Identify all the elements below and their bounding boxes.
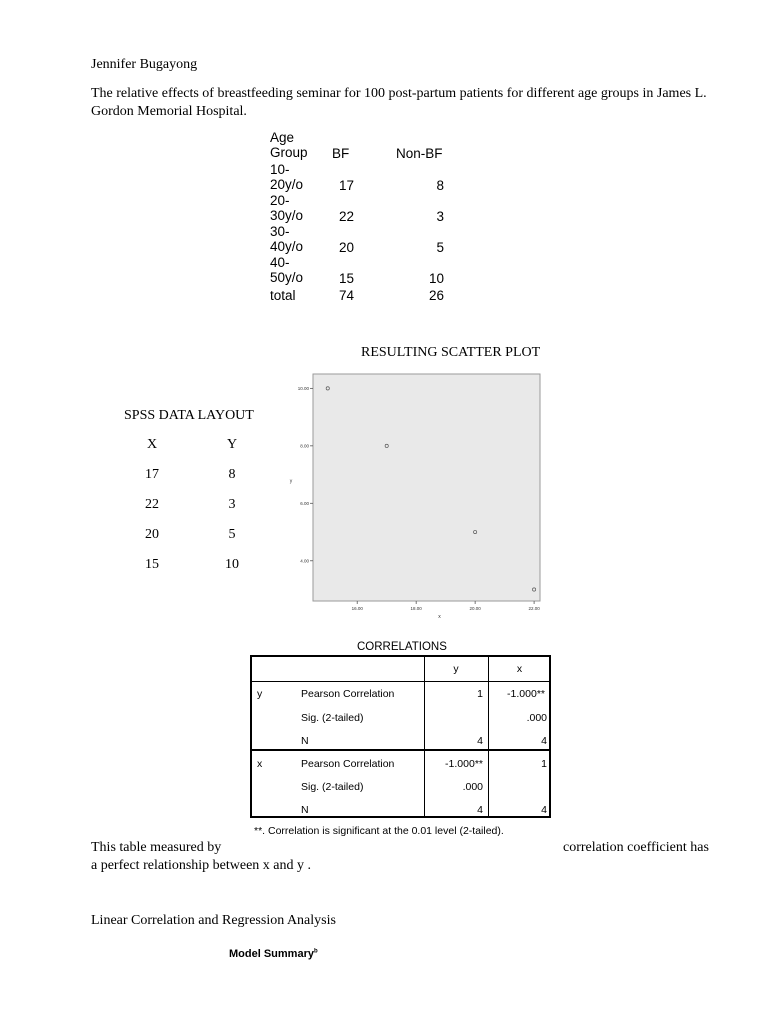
correlations-table bbox=[250, 655, 551, 818]
corr-cell: 1 bbox=[541, 758, 547, 770]
conclusion-text-left: This table measured by bbox=[91, 840, 222, 855]
conclusion-text-line2: a perfect relationship between x and y . bbox=[91, 858, 312, 873]
bf-cell: 17 bbox=[338, 178, 354, 193]
corr-cell: .000 bbox=[462, 781, 483, 793]
spss-x-cell: 17 bbox=[145, 467, 159, 482]
bf-cell: 20 bbox=[338, 240, 354, 255]
y-axis-label: y bbox=[289, 478, 293, 485]
age-group-cell: 40-50y/o bbox=[270, 255, 304, 285]
row-label: N bbox=[301, 735, 309, 747]
nonbf-cell: 5 bbox=[436, 240, 444, 255]
corr-cell: -1.000** bbox=[445, 758, 483, 770]
corr-cell: 4 bbox=[477, 804, 483, 816]
correlations-title: CORRELATIONS bbox=[357, 641, 447, 653]
bf-cell: 15 bbox=[338, 271, 354, 286]
total-nonbf: 26 bbox=[428, 288, 444, 303]
row-label: N bbox=[301, 804, 309, 816]
bf-cell: 22 bbox=[338, 209, 354, 224]
table-row bbox=[270, 162, 450, 193]
nonbf-cell: 8 bbox=[436, 178, 444, 193]
x-axis-label: x bbox=[438, 614, 441, 620]
corr-cell: -1.000** bbox=[507, 688, 545, 700]
x-tick-label: 18.00 bbox=[410, 606, 422, 611]
total-row bbox=[270, 288, 450, 319]
section-heading: Linear Correlation and Regression Analysis bbox=[91, 913, 336, 928]
spss-x-cell: 15 bbox=[145, 557, 159, 572]
spss-y-cell: 10 bbox=[225, 557, 239, 572]
correlations-footnote: **. Correlation is significant at the 0.01 level (2-tailed). bbox=[254, 825, 504, 837]
spss-y-cell: 8 bbox=[228, 467, 236, 482]
corr-cell: 4 bbox=[541, 804, 547, 816]
total-bf: 74 bbox=[338, 288, 354, 303]
conclusion-text-right: correlation coefficient has bbox=[563, 840, 709, 855]
spss-x-cell: 22 bbox=[145, 497, 159, 512]
corr-cell: 1 bbox=[477, 688, 483, 700]
age-group-cell: 10-20y/o bbox=[270, 162, 304, 192]
model-summary-title bbox=[229, 948, 318, 960]
plot-area bbox=[313, 374, 540, 601]
y-tick-label: 4.00 bbox=[300, 558, 309, 564]
y-tick-label: 6.00 bbox=[300, 500, 309, 506]
spss-header-x: X bbox=[146, 437, 158, 452]
scatter-plot-title: RESULTING SCATTER PLOT bbox=[361, 345, 541, 360]
nonbf-cell: 10 bbox=[428, 271, 444, 286]
x-tick-label: 20.00 bbox=[469, 606, 481, 611]
x-tick-label: 16.00 bbox=[351, 606, 363, 611]
nonbf-cell: 3 bbox=[436, 209, 444, 224]
col-header-y: y bbox=[453, 663, 459, 675]
total-label: total bbox=[270, 288, 296, 303]
corr-cell: .000 bbox=[526, 712, 547, 724]
age-group-cell: 30-40y/o bbox=[270, 224, 304, 254]
header-age-group: Age Group bbox=[270, 130, 308, 160]
x-tick-label: 22.00 bbox=[528, 606, 540, 611]
scatter-plot bbox=[288, 370, 544, 620]
row-var-x: x bbox=[257, 758, 263, 770]
corr-cell: 4 bbox=[477, 735, 483, 747]
spss-header-y: Y bbox=[226, 437, 238, 452]
row-label: Pearson Correlation bbox=[301, 758, 395, 770]
row-label: Sig. (2-tailed) bbox=[301, 781, 364, 793]
author-name: Jennifer Bugayong bbox=[91, 57, 198, 72]
spss-y-cell: 5 bbox=[228, 527, 236, 542]
model-summary-superscript: b bbox=[313, 948, 318, 955]
age-group-cell: 20-30y/o bbox=[270, 193, 304, 223]
spss-y-cell: 3 bbox=[228, 497, 236, 512]
y-tick-label: 8.00 bbox=[300, 443, 309, 449]
age-group-table bbox=[270, 130, 450, 319]
header-nonbf: Non-BF bbox=[396, 146, 443, 161]
table-row bbox=[270, 255, 450, 286]
col-header-x: x bbox=[516, 663, 523, 675]
row-var-y: y bbox=[257, 688, 263, 700]
table-row bbox=[270, 224, 450, 255]
row-label: Pearson Correlation bbox=[301, 688, 395, 700]
header-bf: BF bbox=[332, 146, 350, 161]
table-row bbox=[270, 193, 450, 224]
corr-cell: 4 bbox=[541, 735, 547, 747]
model-summary-text: Model Summary bbox=[229, 948, 314, 960]
y-tick-label: 10.00 bbox=[297, 385, 309, 391]
spss-layout-title: SPSS DATA LAYOUT bbox=[124, 408, 254, 423]
row-label: Sig. (2-tailed) bbox=[301, 712, 364, 724]
intro-paragraph: The relative effects of breastfeeding seminar for 100 post-partum patients for different age groups in James L. Gordon Memorial Hospital. bbox=[91, 86, 707, 119]
spss-x-cell: 20 bbox=[145, 527, 159, 542]
